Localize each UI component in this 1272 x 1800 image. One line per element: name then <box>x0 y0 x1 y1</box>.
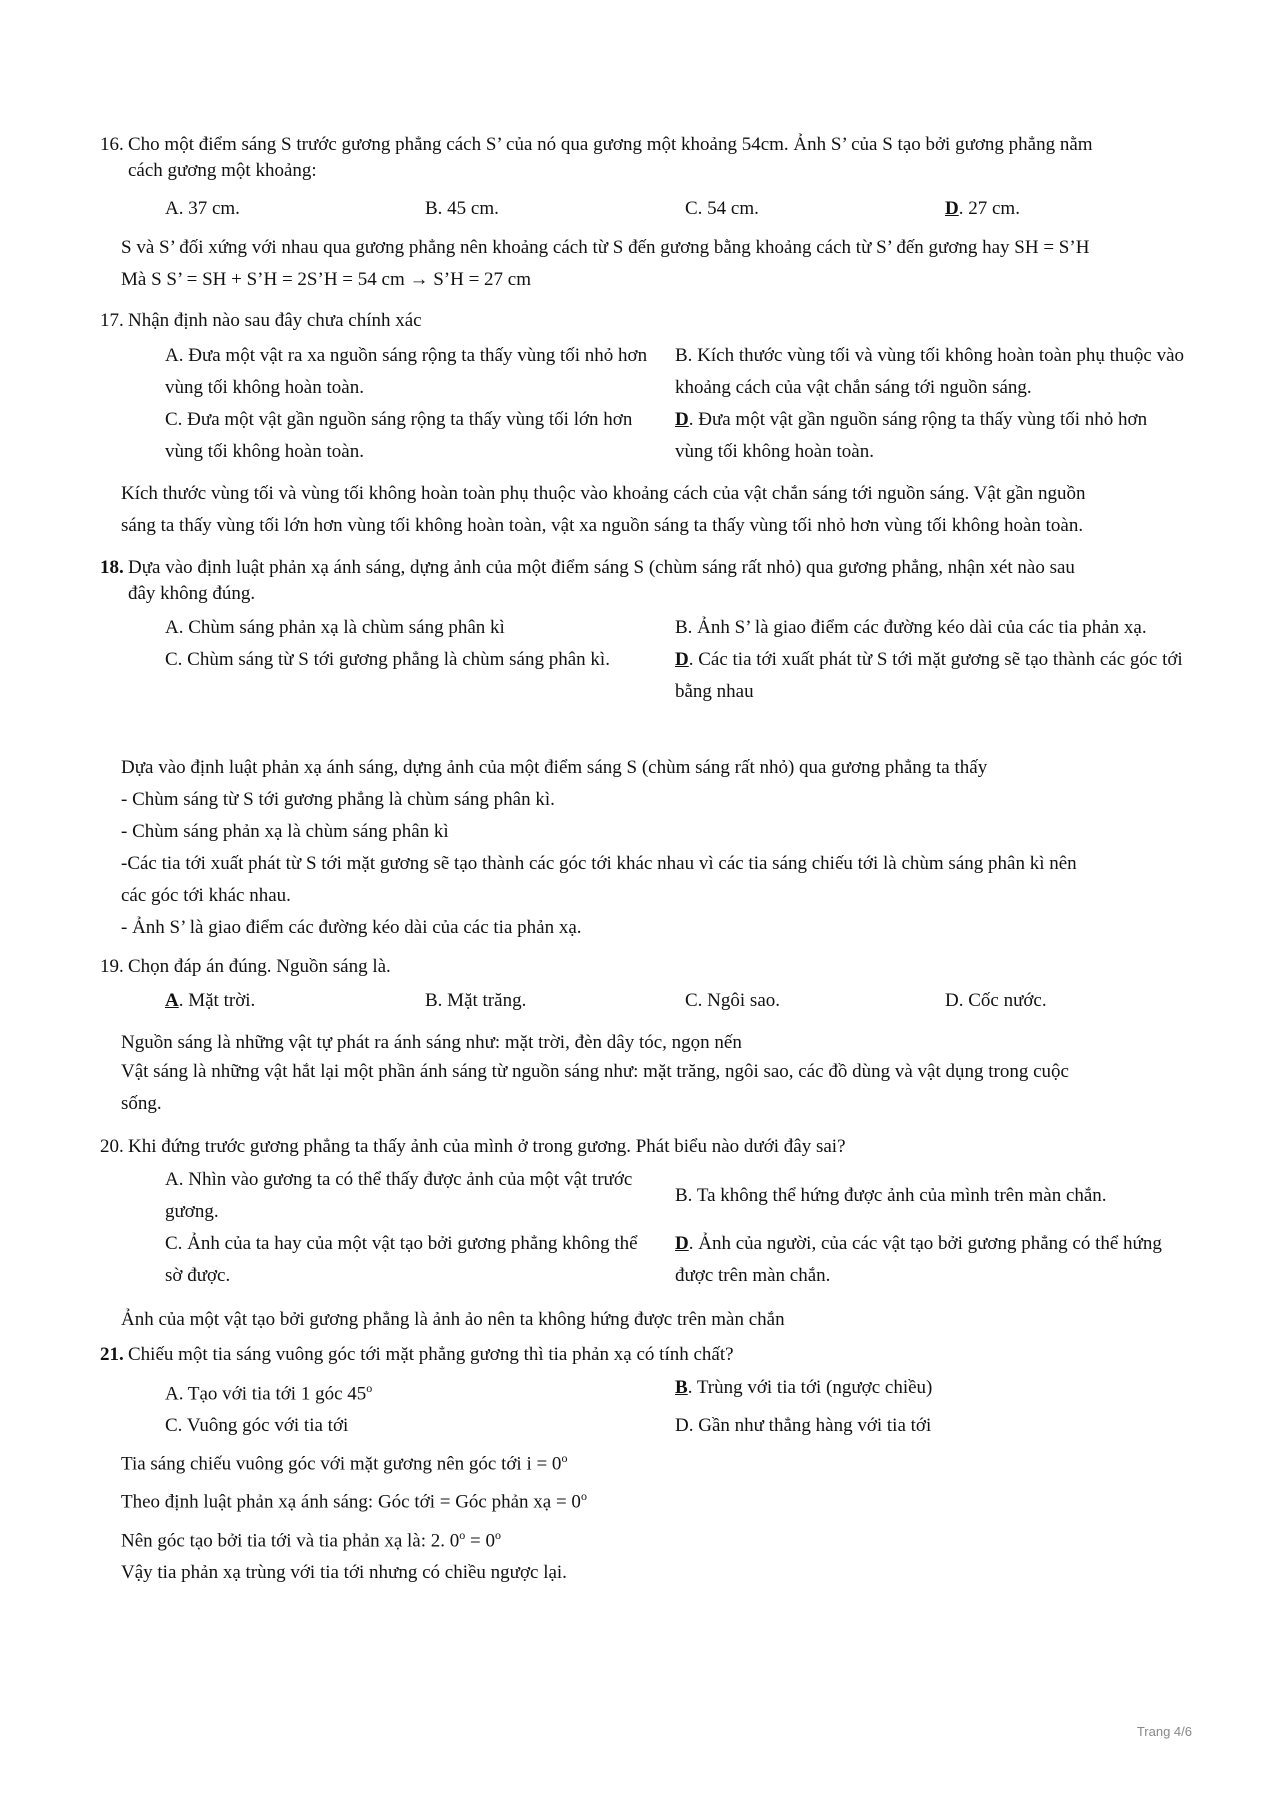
explanation-line: - Ảnh S’ là giao điểm các đường kéo dài của các tia phản xạ. <box>121 917 582 938</box>
explanation-line: Vậy tia phản xạ trùng với tia tới nhưng có chiều ngược lại. <box>121 1561 567 1583</box>
question-number: 16. <box>100 134 124 155</box>
question-21 <box>100 1342 1190 1368</box>
option-a: A. Nhìn vào gương ta có thể thấy được ảnh của một vật trước gương. <box>165 1169 633 1222</box>
option-c: C. Chùm sáng từ S tới gương phẳng là chùm sáng phân kì. <box>165 649 610 670</box>
q19-options <box>165 988 1205 1014</box>
question-number: 20. <box>100 1136 124 1157</box>
explanation-line: sáng ta thấy vùng tối lớn hơn vùng tối không hoàn toàn, vật xa nguồn sáng ta thấy vùng tối nhỏ hơn vùng tối không hoàn toàn. <box>121 515 1084 536</box>
question-16 <box>100 132 1190 184</box>
explanation-line: - Chùm sáng từ S tới gương phẳng là chùm sáng phân kì. <box>121 789 555 810</box>
correct-answer-letter: D <box>945 198 959 219</box>
option-c: C. Vuông góc với tia tới <box>165 1415 349 1437</box>
correct-answer-letter: D <box>675 649 689 670</box>
option-b: B. Ảnh S’ là giao điểm các đường kéo dài của các tia phản xạ. <box>675 617 1147 638</box>
option-b: B. Mặt trăng. <box>425 990 527 1011</box>
correct-answer-letter: B <box>675 1377 688 1398</box>
question-text: Chiếu một tia sáng vuông góc tới mặt phẳng gương thì tia phản xạ có tính chất? <box>128 1344 734 1365</box>
q18-options <box>165 612 1205 708</box>
option-d: D. Gần như thẳng hàng với tia tới <box>675 1415 932 1437</box>
option-b: B. 45 cm. <box>425 198 499 219</box>
option-a: A. Tạo với tia tới 1 góc 45$^o$ <box>165 1381 373 1405</box>
correct-answer-letter: A <box>165 990 179 1011</box>
option-b: B. Trùng với tia tới (ngược chiều) <box>675 1377 933 1398</box>
explanation-line: Mà S S’ = SH + S’H = 2S’H = 54 cm → S’H = 27 cm <box>121 269 532 290</box>
q17-options <box>165 340 1205 468</box>
option-d: D. Đưa một vật gần nguồn sáng rộng ta thấy vùng tối nhỏ hơn vùng tối không hoàn toàn. <box>675 409 1148 462</box>
correct-answer-letter: D <box>675 409 689 430</box>
q17-explanation <box>121 478 1206 542</box>
q18-explanation <box>121 752 1206 944</box>
question-17 <box>100 308 1190 334</box>
explanation-line: các góc tới khác nhau. <box>121 885 291 906</box>
option-c: C. Ảnh của ta hay của một vật tạo bởi gương phẳng không thể sờ được. <box>165 1233 638 1286</box>
option-d: D. 27 cm. <box>945 198 1020 219</box>
question-text-cont: cách gương một khoảng: <box>128 160 317 181</box>
correct-answer-letter: D <box>675 1233 689 1254</box>
option-c: C. Đưa một vật gần nguồn sáng rộng ta thấy vùng tối lớn hơn vùng tối không hoàn toàn. <box>165 409 633 462</box>
option-c: C. Ngôi sao. <box>685 990 780 1011</box>
question-text: Khi đứng trước gương phẳng ta thấy ảnh của mình ở trong gương. Phát biểu nào dưới đây sai? <box>128 1136 846 1157</box>
question-text-cont: đây không đúng. <box>128 583 256 604</box>
question-20 <box>100 1134 1190 1160</box>
q16-explanation <box>121 232 1206 296</box>
q19-explanation <box>121 1030 1206 1120</box>
question-text: Dựa vào định luật phản xạ ánh sáng, dựng ảnh của một điểm sáng S (chùm sáng rất nhỏ) qua gương phẳng, nhận xét nào sau <box>128 557 1075 578</box>
option-a: A. Mặt trời. <box>165 990 256 1011</box>
q21-explanation <box>121 1442 1206 1589</box>
explanation-line: -Các tia tới xuất phát từ S tới mặt gương sẽ tạo thành các góc tới khác nhau vì các tia sáng chiếu tới là chùm sáng phân kì nên <box>121 853 1077 874</box>
option-c: C. 54 cm. <box>685 198 759 219</box>
question-number: 21. <box>100 1344 124 1365</box>
question-19 <box>100 954 1190 980</box>
explanation-line: Theo định luật phản xạ ánh sáng: Góc tới = Góc phản xạ = $0^o$ <box>121 1489 587 1513</box>
explanation-line: - Chùm sáng phản xạ là chùm sáng phân kì <box>121 821 449 842</box>
q20-options <box>165 1164 1205 1292</box>
question-number: 19. <box>100 956 124 977</box>
explanation-line: Nên góc tạo bởi tia tới và tia phản xạ là: 2. $0^o = 0^o$ <box>121 1527 501 1551</box>
explanation-line: S và S’ đối xứng với nhau qua gương phẳng nên khoảng cách từ S đến gương bằng khoảng cách từ S’ đến gương hay SH = S’H <box>121 237 1090 258</box>
option-b: B. Ta không thể hứng được ảnh của mình trên màn chắn. <box>675 1185 1107 1206</box>
q21-options <box>165 1372 1205 1442</box>
explanation-line: Vật sáng là những vật hắt lại một phần ánh sáng từ nguồn sáng như: mặt trăng, ngôi sao, các đồ dùng và vật dụng trong cuộc <box>121 1061 1069 1082</box>
explanation-line: Ảnh của một vật tạo bởi gương phẳng là ảnh ảo nên ta không hứng được trên màn chắn <box>121 1309 785 1330</box>
option-a: A. Chùm sáng phản xạ là chùm sáng phân kì <box>165 617 505 638</box>
option-a: A. Đưa một vật ra xa nguồn sáng rộng ta thấy vùng tối nhỏ hơn vùng tối không hoàn toàn. <box>165 345 648 398</box>
question-text: Cho một điểm sáng S trước gương phẳng cách S’ của nó qua gương một khoảng 54cm. Ảnh S’ của S tạo bởi gương phẳng nằm <box>128 134 1093 155</box>
option-d: D. Các tia tới xuất phát từ S tới mặt gương sẽ tạo thành các góc tới bằng nhau <box>675 649 1183 702</box>
question-number: 17. <box>100 310 124 331</box>
question-number: 18. <box>100 557 124 578</box>
q16-options <box>165 196 1205 222</box>
question-text: Chọn đáp án đúng. Nguồn sáng là. <box>128 956 391 977</box>
explanation-line: sống. <box>121 1093 162 1114</box>
q20-explanation <box>121 1304 1206 1336</box>
explanation-line: Kích thước vùng tối và vùng tối không hoàn toàn phụ thuộc vào khoảng cách của vật chắn sáng tới nguồn sáng. Vật gần nguồn <box>121 483 1086 504</box>
page-number: Trang 4/6 <box>1136 1724 1192 1739</box>
question-18 <box>100 555 1190 607</box>
explanation-line: Tia sáng chiếu vuông góc với mặt gương nên góc tới $i = 0^o$ <box>121 1451 568 1475</box>
question-text: Nhận định nào sau đây chưa chính xác <box>128 310 422 331</box>
option-a: A. 37 cm. <box>165 198 240 219</box>
option-d: D. Ảnh của người, của các vật tạo bởi gương phẳng có thể hứng được trên màn chắn. <box>675 1233 1162 1286</box>
explanation-line: Dựa vào định luật phản xạ ánh sáng, dựng ảnh của một điểm sáng S (chùm sáng rất nhỏ) qua gương phẳng ta thấy <box>121 757 988 778</box>
explanation-line: Nguồn sáng là những vật tự phát ra ánh sáng như: mặt trời, đèn dây tóc, ngọn nến <box>121 1032 742 1053</box>
option-d: D. Cốc nước. <box>945 990 1047 1011</box>
option-b: B. Kích thước vùng tối và vùng tối không hoàn toàn phụ thuộc vào khoảng cách của vật chắn sáng tới nguồn sáng. <box>675 345 1185 398</box>
